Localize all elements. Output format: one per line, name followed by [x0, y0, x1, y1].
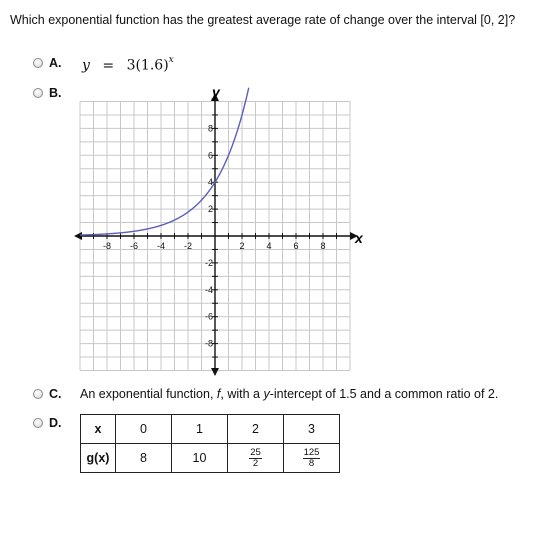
choice-c-text	[80, 387, 498, 401]
table-cell-fraction	[228, 444, 284, 473]
table-cell: 0	[116, 415, 172, 444]
eq-rhs: 3(1.6)	[126, 57, 169, 74]
fraction-denominator: 2	[252, 457, 259, 469]
eq-equals: =	[102, 57, 115, 74]
y-tick-label: 6	[207, 150, 213, 161]
radio-b[interactable]	[33, 88, 43, 98]
choice-a-equation	[82, 57, 174, 74]
x-tick-label: -6	[129, 241, 139, 251]
y-tick-label: 8	[207, 123, 213, 134]
table-row	[81, 415, 340, 444]
radio-d[interactable]	[33, 418, 43, 428]
values-table	[80, 414, 340, 473]
y-axis-arrow-down	[211, 368, 219, 376]
table-cell: 8	[116, 444, 172, 473]
y-axis-label: y	[212, 86, 220, 100]
fraction-denominator: 8	[308, 457, 315, 469]
fraction-numerator: 125	[303, 446, 320, 458]
table-cell-fraction	[284, 444, 340, 473]
choice-b-letter: B.	[49, 86, 62, 100]
table-cell: 1	[172, 415, 228, 444]
choice-c-letter: C.	[49, 387, 62, 401]
eq-var: y	[82, 57, 90, 74]
table-cell: 10	[172, 444, 228, 473]
table-cell: 2	[228, 415, 284, 444]
y-tick-label: -8	[204, 338, 213, 349]
eq-exponent: x	[168, 55, 174, 65]
choice-d-letter: D.	[49, 416, 62, 430]
y-tick-label: 4	[207, 177, 213, 188]
x-tick-label: 6	[293, 241, 299, 251]
y-tick-label: 2	[207, 204, 213, 215]
x-tick-label: 2	[239, 241, 245, 251]
question-text: Which exponential function has the greatest average rate of change over the interval [0, 2]?	[10, 13, 516, 27]
radio-c[interactable]	[33, 389, 43, 399]
c-text-pre: An exponential function,	[80, 387, 217, 401]
x-tick-label: -2	[183, 241, 193, 251]
table-cell: g(x)	[81, 444, 116, 473]
y-tick-label: -2	[204, 257, 213, 268]
graph-b	[70, 86, 370, 376]
x-tick-label: -4	[156, 241, 166, 251]
exponential-curve	[80, 88, 249, 235]
y-tick-label: -6	[204, 311, 213, 322]
table-cell: 3	[284, 415, 340, 444]
x-tick-label: 4	[266, 241, 272, 251]
x-tick-label: 8	[320, 241, 326, 251]
c-text-f: f	[216, 387, 221, 401]
x-axis-label: x	[355, 230, 363, 246]
fraction	[303, 448, 321, 469]
fraction	[249, 448, 262, 469]
radio-a[interactable]	[33, 58, 43, 68]
y-tick-label: -4	[204, 284, 213, 295]
fraction-numerator: 25	[250, 446, 261, 458]
c-text-y: y	[263, 387, 270, 401]
table-cell: x	[81, 415, 116, 444]
graph-axes	[74, 93, 358, 376]
choice-a-letter: A.	[49, 56, 62, 70]
c-text-post: -intercept of 1.5 and a common ratio of 2.	[269, 387, 499, 401]
x-axis-arrow-left	[74, 232, 82, 240]
table-row	[81, 444, 340, 473]
c-text-mid: , with a	[220, 387, 264, 401]
x-tick-label: -8	[102, 241, 112, 251]
